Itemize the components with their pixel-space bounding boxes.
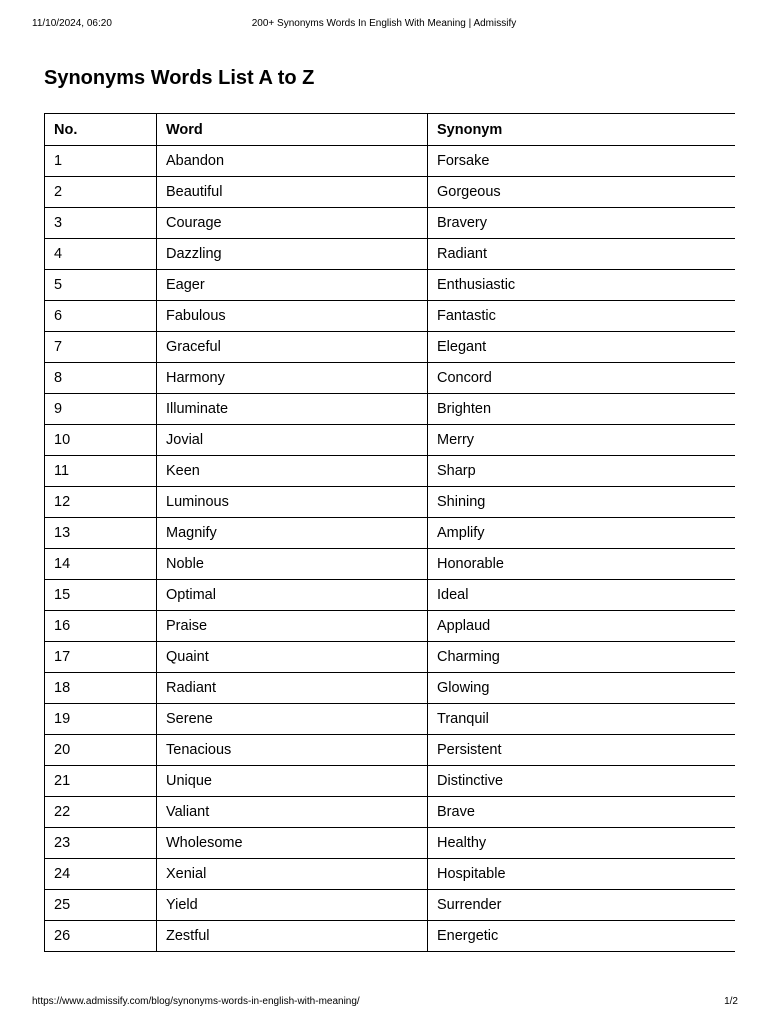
cell-word: Graceful [157,332,428,363]
cell-no: 23 [45,828,157,859]
cell-synonym: Radiant [428,239,735,270]
cell-synonym: Persistent [428,735,735,766]
cell-word: Valiant [157,797,428,828]
cell-word: Serene [157,704,428,735]
cell-word: Wholesome [157,828,428,859]
cell-word: Abandon [157,146,428,177]
cell-word: Beautiful [157,177,428,208]
column-header-word: Word [157,114,428,146]
cell-no: 19 [45,704,157,735]
cell-synonym: Bravery [428,208,735,239]
cell-synonym: Fantastic [428,301,735,332]
cell-synonym: Surrender [428,890,735,921]
page-url: https://www.admissify.com/blog/synonyms-words-in-english-with-meaning/ [32,996,360,1007]
cell-word: Unique [157,766,428,797]
table-row [45,642,735,673]
cell-no: 3 [45,208,157,239]
page-title: Synonyms Words List A to Z [44,67,315,89]
cell-no: 13 [45,518,157,549]
cell-synonym: Healthy [428,828,735,859]
table-body [45,146,735,952]
table-row [45,363,735,394]
cell-no: 4 [45,239,157,270]
table-row [45,828,735,859]
cell-no: 1 [45,146,157,177]
cell-synonym: Tranquil [428,704,735,735]
cell-word: Tenacious [157,735,428,766]
column-header-synonym: Synonym [428,114,735,146]
print-header [0,17,768,31]
cell-synonym: Brighten [428,394,735,425]
cell-synonym: Charming [428,642,735,673]
cell-no: 6 [45,301,157,332]
table-row [45,177,735,208]
cell-word: Quaint [157,642,428,673]
cell-synonym: Glowing [428,673,735,704]
table-row [45,735,735,766]
cell-synonym: Amplify [428,518,735,549]
cell-synonym: Merry [428,425,735,456]
table-row [45,704,735,735]
cell-synonym: Concord [428,363,735,394]
cell-word: Jovial [157,425,428,456]
table-row [45,921,735,952]
cell-synonym: Gorgeous [428,177,735,208]
table-row [45,487,735,518]
cell-word: Xenial [157,859,428,890]
cell-no: 16 [45,611,157,642]
table-row [45,673,735,704]
cell-word: Optimal [157,580,428,611]
cell-no: 5 [45,270,157,301]
table-header-row [45,114,735,146]
cell-synonym: Ideal [428,580,735,611]
cell-word: Noble [157,549,428,580]
cell-no: 17 [45,642,157,673]
cell-no: 25 [45,890,157,921]
cell-no: 14 [45,549,157,580]
cell-word: Harmony [157,363,428,394]
table-row [45,270,735,301]
cell-no: 24 [45,859,157,890]
print-footer [0,995,768,1009]
cell-synonym: Sharp [428,456,735,487]
cell-synonym: Elegant [428,332,735,363]
table-row [45,208,735,239]
cell-word: Keen [157,456,428,487]
cell-word: Eager [157,270,428,301]
cell-no: 10 [45,425,157,456]
table-row [45,890,735,921]
cell-word: Radiant [157,673,428,704]
cell-word: Zestful [157,921,428,952]
cell-synonym: Shining [428,487,735,518]
table-row [45,766,735,797]
table-row [45,797,735,828]
cell-no: 22 [45,797,157,828]
cell-no: 18 [45,673,157,704]
cell-word: Magnify [157,518,428,549]
table-row [45,611,735,642]
cell-synonym: Applaud [428,611,735,642]
column-header-no: No. [45,114,157,146]
cell-synonym: Hospitable [428,859,735,890]
print-page-title: 200+ Synonyms Words In English With Meaning | Admissify [251,18,517,29]
synonyms-table [44,113,735,952]
table-row [45,394,735,425]
cell-synonym: Brave [428,797,735,828]
page-number: 1/2 [724,996,738,1007]
cell-no: 2 [45,177,157,208]
cell-no: 7 [45,332,157,363]
cell-synonym: Distinctive [428,766,735,797]
cell-synonym: Enthusiastic [428,270,735,301]
cell-word: Praise [157,611,428,642]
cell-word: Luminous [157,487,428,518]
table-row [45,239,735,270]
table-row [45,549,735,580]
table-row [45,301,735,332]
cell-word: Yield [157,890,428,921]
cell-no: 12 [45,487,157,518]
cell-no: 8 [45,363,157,394]
table-row [45,146,735,177]
table-row [45,456,735,487]
cell-word: Fabulous [157,301,428,332]
cell-no: 21 [45,766,157,797]
cell-synonym: Forsake [428,146,735,177]
cell-no: 9 [45,394,157,425]
table-row [45,859,735,890]
cell-word: Dazzling [157,239,428,270]
cell-synonym: Honorable [428,549,735,580]
cell-no: 11 [45,456,157,487]
cell-no: 26 [45,921,157,952]
table-row [45,518,735,549]
cell-word: Courage [157,208,428,239]
table-row [45,425,735,456]
cell-synonym: Energetic [428,921,735,952]
cell-word: Illuminate [157,394,428,425]
cell-no: 15 [45,580,157,611]
print-datetime: 11/10/2024, 06:20 [32,18,112,29]
table-row [45,332,735,363]
cell-no: 20 [45,735,157,766]
table-row [45,580,735,611]
